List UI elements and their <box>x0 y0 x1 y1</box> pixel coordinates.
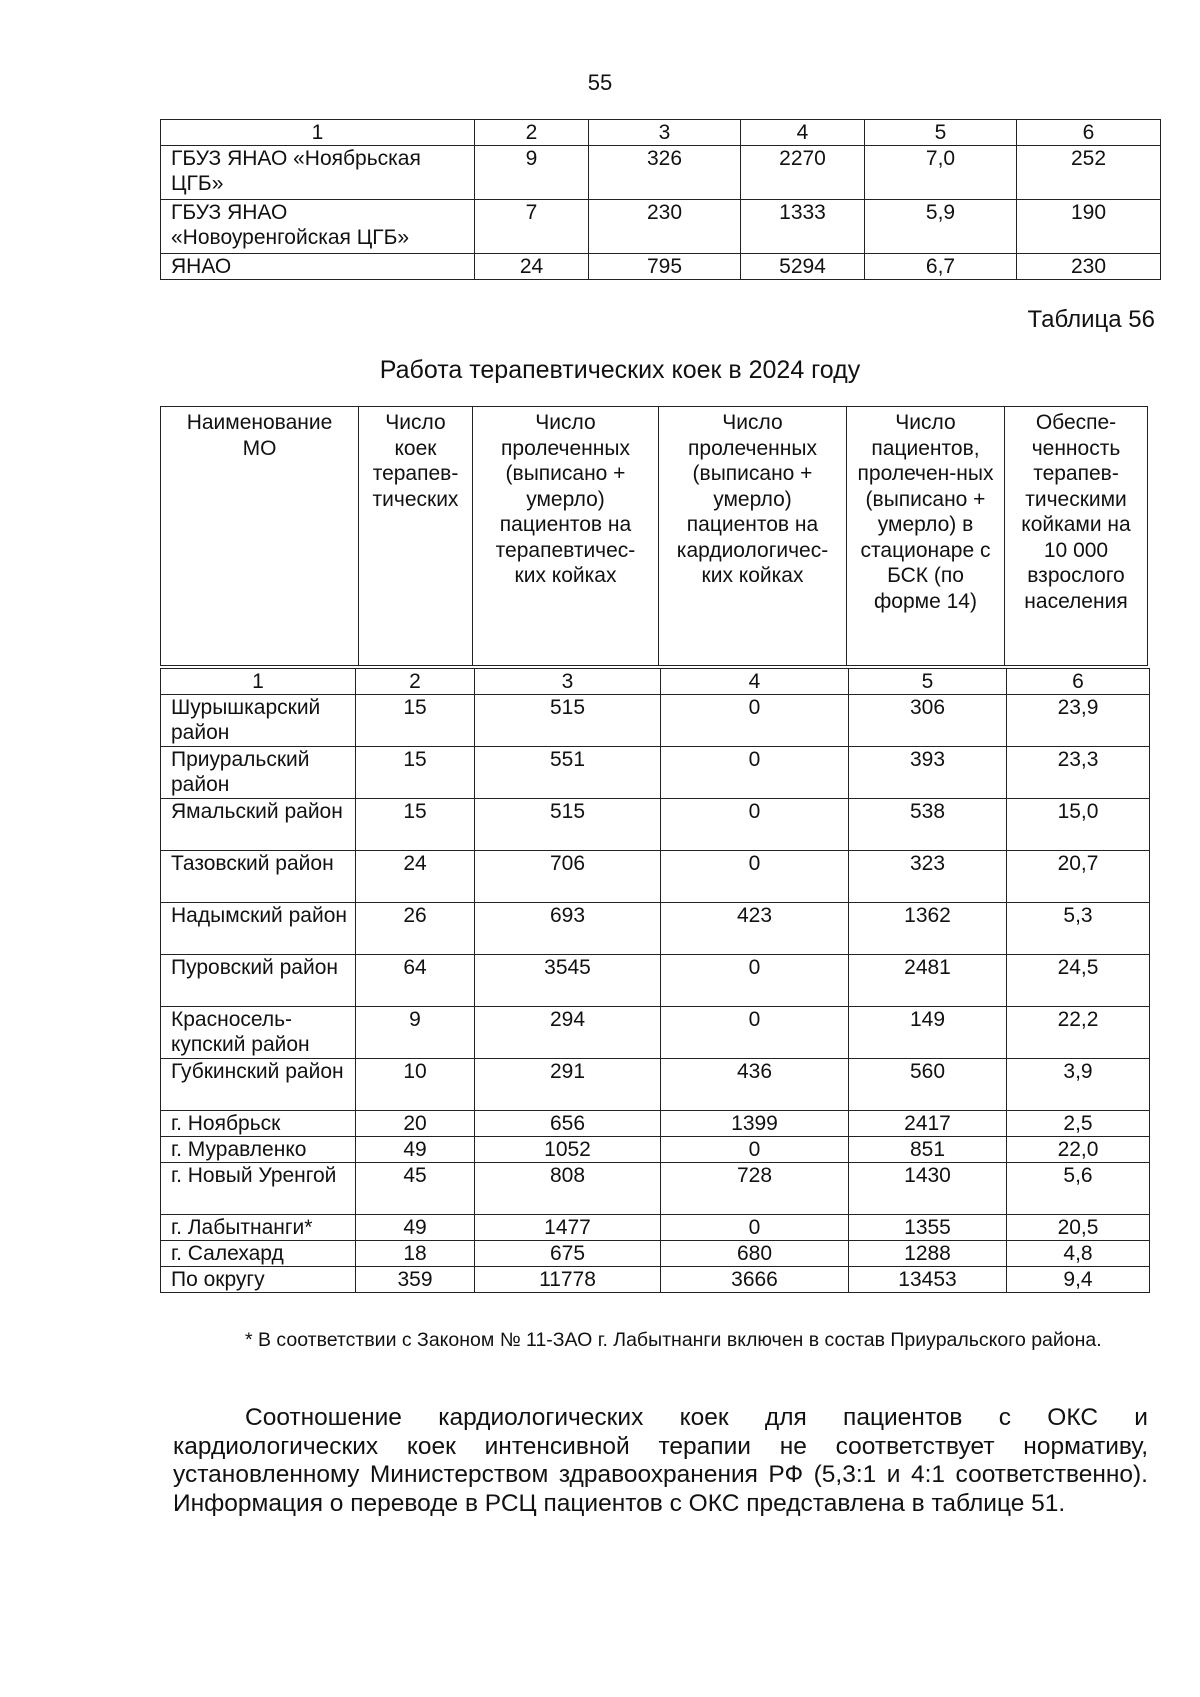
table-cell: 49 <box>356 1215 475 1241</box>
table-cell: 3545 <box>475 955 661 1007</box>
table-cell: 20,7 <box>1007 851 1150 903</box>
table-cell: 656 <box>475 1111 661 1137</box>
column-header: Обеспе-ченность терапев-тическими койками на 10 000 взрослого населения <box>1005 407 1148 666</box>
table-cell: 13453 <box>849 1267 1007 1293</box>
table-cell: 323 <box>849 851 1007 903</box>
table-cell: 49 <box>356 1137 475 1163</box>
table-cell: 851 <box>849 1137 1007 1163</box>
table-cell: 15,0 <box>1007 799 1150 851</box>
column-number: 6 <box>1017 120 1161 146</box>
row-name: г. Ноябрьск <box>161 1111 356 1137</box>
column-number: 5 <box>849 669 1007 695</box>
row-name: По округу <box>161 1267 356 1293</box>
table-cell: 190 <box>1017 200 1161 254</box>
table-cell: 20,5 <box>1007 1215 1150 1241</box>
table-cell: 1399 <box>661 1111 849 1137</box>
table-cell: 0 <box>661 955 849 1007</box>
table-row <box>161 1137 1150 1163</box>
table-cell: 230 <box>1017 254 1161 280</box>
table-row <box>161 1111 1150 1137</box>
table-cell: 1333 <box>741 200 865 254</box>
table-cell: 9 <box>475 146 589 200</box>
row-name: Ямальский район <box>161 799 356 851</box>
table-cell: 11778 <box>475 1267 661 1293</box>
column-header: Число коек терапев-тических <box>359 407 473 666</box>
table-cell: 294 <box>475 1007 661 1059</box>
column-number: 3 <box>589 120 741 146</box>
table-cell: 423 <box>661 903 849 955</box>
table-row <box>161 146 1161 200</box>
table-cell: 4,8 <box>1007 1241 1150 1267</box>
table-row <box>161 799 1150 851</box>
table-cell: 10 <box>356 1059 475 1111</box>
table-56-body <box>160 668 1150 1293</box>
table-cell: 149 <box>849 1007 1007 1059</box>
column-number: 2 <box>475 120 589 146</box>
footnote: * В соответствии с Законом № 11-ЗАО г. Лабытнанги включен в состав Приуральского района. <box>245 1329 1102 1351</box>
table-cell: 45 <box>356 1163 475 1215</box>
table-row <box>161 1215 1150 1241</box>
table-row <box>161 1267 1150 1293</box>
table-cell: 18 <box>356 1241 475 1267</box>
table-cell: 675 <box>475 1241 661 1267</box>
table-cell: 728 <box>661 1163 849 1215</box>
row-name: г. Новый Уренгой <box>161 1163 356 1215</box>
row-name: г. Муравленко <box>161 1137 356 1163</box>
table-cell: 15 <box>356 747 475 799</box>
table-cell: 560 <box>849 1059 1007 1111</box>
column-header: Число пролеченных (выписано + умерло) пациентов на кардиологичес-ких койках <box>659 407 847 666</box>
table-cell: 1362 <box>849 903 1007 955</box>
row-name: Красносель-купский район <box>161 1007 356 1059</box>
table-row <box>161 1241 1150 1267</box>
continuation-table <box>160 119 1161 280</box>
column-number: 3 <box>475 669 661 695</box>
table-cell: 2417 <box>849 1111 1007 1137</box>
column-number: 6 <box>1007 669 1150 695</box>
table-row <box>161 1007 1150 1059</box>
table-cell: 2270 <box>741 146 865 200</box>
table-cell: 26 <box>356 903 475 955</box>
table-cell: 1477 <box>475 1215 661 1241</box>
column-header: Число пролеченных (выписано + умерло) пациентов на терапевтичес-ких койках <box>473 407 659 666</box>
column-header: Число пациентов, пролечен-ных (выписано + умерло) в стационаре с БСК (по форме 14) <box>847 407 1005 666</box>
table-cell: 23,9 <box>1007 695 1150 747</box>
table-row <box>161 1163 1150 1215</box>
table-cell: 23,3 <box>1007 747 1150 799</box>
column-number-row <box>161 669 1150 695</box>
table-cell: 22,0 <box>1007 1137 1150 1163</box>
table-cell: 0 <box>661 851 849 903</box>
table-cell: 64 <box>356 955 475 1007</box>
table-cell: 2,5 <box>1007 1111 1150 1137</box>
table-cell: 22,2 <box>1007 1007 1150 1059</box>
table-header-row <box>161 120 1161 146</box>
table-cell: 291 <box>475 1059 661 1111</box>
column-header-row <box>161 407 1148 666</box>
row-name: Надымский район <box>161 903 356 955</box>
table-row <box>161 695 1150 747</box>
row-name: Губкинский район <box>161 1059 356 1111</box>
table-cell: 538 <box>849 799 1007 851</box>
table-cell: 551 <box>475 747 661 799</box>
table-cell: 436 <box>661 1059 849 1111</box>
page-number: 55 <box>587 70 613 95</box>
table-cell: 0 <box>661 747 849 799</box>
column-number: 1 <box>161 669 356 695</box>
row-name: ГБУЗ ЯНАО «Новоуренгойская ЦГБ» <box>161 200 475 254</box>
table-cell: 1430 <box>849 1163 1007 1215</box>
table-cell: 2481 <box>849 955 1007 1007</box>
table-cell: 230 <box>589 200 741 254</box>
column-header: Наименование МО <box>161 407 359 666</box>
table-cell: 252 <box>1017 146 1161 200</box>
table-cell: 393 <box>849 747 1007 799</box>
table-cell: 3,9 <box>1007 1059 1150 1111</box>
column-number: 4 <box>661 669 849 695</box>
table-row <box>161 955 1150 1007</box>
row-name: Приуральский район <box>161 747 356 799</box>
table-cell: 0 <box>661 799 849 851</box>
table-cell: 5,6 <box>1007 1163 1150 1215</box>
table-cell: 0 <box>661 1215 849 1241</box>
table-cell: 6,7 <box>865 254 1017 280</box>
row-name: ЯНАО <box>161 254 475 280</box>
table-row <box>161 254 1161 280</box>
table-title: Работа терапевтических коек в 2024 году <box>379 356 861 384</box>
table-cell: 706 <box>475 851 661 903</box>
row-name: Шурышкарский район <box>161 695 356 747</box>
table-cell: 326 <box>589 146 741 200</box>
table-cell: 0 <box>661 1137 849 1163</box>
table-row <box>161 747 1150 799</box>
row-name: Тазовский район <box>161 851 356 903</box>
table-cell: 15 <box>356 695 475 747</box>
row-name: ГБУЗ ЯНАО «Ноябрьская ЦГБ» <box>161 146 475 200</box>
column-number: 5 <box>865 120 1017 146</box>
table-cell: 515 <box>475 799 661 851</box>
table-cell: 1288 <box>849 1241 1007 1267</box>
body-paragraph: Соотношение кардиологических коек для пациентов с ОКС и кардиологических коек интенсивной терапии не соответствует нормативу, установленному Министерством здравоохранения РФ (5,3:1 и 4:1 соответственно). Информация о переводе в РСЦ пациентов с ОКС представлена в таблице 51. <box>173 1404 1148 1517</box>
table-cell: 7 <box>475 200 589 254</box>
table-cell: 306 <box>849 695 1007 747</box>
row-name: г. Салехард <box>161 1241 356 1267</box>
column-number: 1 <box>161 120 475 146</box>
table-cell: 24,5 <box>1007 955 1150 1007</box>
table-cell: 359 <box>356 1267 475 1293</box>
row-name: г. Лабытнанги* <box>161 1215 356 1241</box>
table-cell: 5,3 <box>1007 903 1150 955</box>
table-cell: 515 <box>475 695 661 747</box>
table-cell: 5294 <box>741 254 865 280</box>
table-cell: 0 <box>661 695 849 747</box>
table-cell: 808 <box>475 1163 661 1215</box>
table-cell: 5,9 <box>865 200 1017 254</box>
table-cell: 1052 <box>475 1137 661 1163</box>
table-cell: 0 <box>661 1007 849 1059</box>
table-label: Таблица 56 <box>1027 306 1155 333</box>
table-row <box>161 903 1150 955</box>
table-cell: 9 <box>356 1007 475 1059</box>
table-cell: 20 <box>356 1111 475 1137</box>
table-row <box>161 200 1161 254</box>
table-cell: 3666 <box>661 1267 849 1293</box>
table-cell: 24 <box>356 851 475 903</box>
table-cell: 1355 <box>849 1215 1007 1241</box>
column-number: 4 <box>741 120 865 146</box>
row-name: Пуровский район <box>161 955 356 1007</box>
table-row <box>161 1059 1150 1111</box>
table-row <box>161 851 1150 903</box>
table-cell: 9,4 <box>1007 1267 1150 1293</box>
table-56-header <box>160 406 1148 666</box>
table-cell: 680 <box>661 1241 849 1267</box>
table-cell: 7,0 <box>865 146 1017 200</box>
table-cell: 24 <box>475 254 589 280</box>
table-cell: 693 <box>475 903 661 955</box>
table-cell: 795 <box>589 254 741 280</box>
table-cell: 15 <box>356 799 475 851</box>
column-number: 2 <box>356 669 475 695</box>
